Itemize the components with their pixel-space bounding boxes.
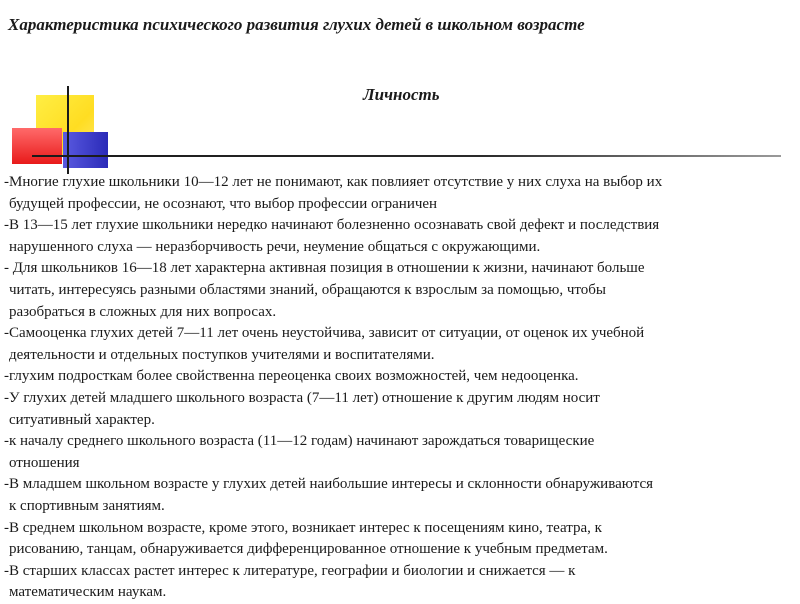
list-item-line: математическим наукам.	[9, 584, 167, 601]
list-item	[4, 215, 794, 258]
list-item	[4, 366, 794, 388]
slide-title: Характеристика психического развития глухих детей в школьном возрасте	[8, 15, 585, 34]
list-item-line: читать, интересуясь разными областями знаний, обращаются к взрослым за помощью, чтобы	[9, 281, 606, 298]
list-item	[4, 258, 794, 323]
decor-red-square	[12, 128, 62, 164]
list-item-line: рисованию, танцам, обнаруживается дифференцированное отношение к учебным предметам.	[9, 541, 608, 558]
list-item-line: -Многие глухие школьники 10—12 лет не понимают, как повлияет отсутствие у них слуха на выбор их	[4, 174, 663, 190]
decor-horizontal-rule	[32, 155, 781, 157]
list-item-line: будущей профессии, не осознают, что выбор профессии ограничен	[9, 195, 438, 212]
list-item-line: -к началу среднего школьного возраста (11—12 годам) начинают зарождаться товарищеские	[4, 433, 595, 450]
list-item	[4, 474, 794, 517]
decor-blue-square	[63, 132, 108, 168]
section-heading: Личность	[363, 85, 440, 104]
list-item-line: -глухим подросткам более свойственна переоценка своих возможностей, чем недооценка.	[4, 368, 579, 385]
list-item-line: нарушенного слуха — неразборчивость речи, неумение общаться с окружающими.	[9, 238, 541, 255]
content-list	[4, 172, 794, 604]
list-item	[4, 323, 794, 366]
list-item-line: деятельности и отдельных поступков учителями и воспитателями.	[9, 346, 435, 363]
list-item-line: к спортивным занятиям.	[9, 497, 165, 514]
list-item-line: -У глухих детей младшего школьного возраста (7—11 лет) отношение к другим людям носит	[4, 389, 600, 406]
list-item	[4, 561, 794, 604]
list-item-line: отношения	[9, 454, 80, 471]
list-item	[4, 388, 794, 431]
list-item-line: -Самооценка глухих детей 7—11 лет очень неустойчива, зависит от ситуации, от оценок их учебной	[4, 325, 645, 342]
decor-vertical-line	[67, 86, 69, 174]
list-item-line: разобраться в сложных для них вопросах.	[9, 303, 277, 320]
list-item-line: - Для школьников 16—18 лет характерна активная позиция в отношении к жизни, начинают больше	[4, 260, 645, 277]
list-item-line: -В среднем школьном возрасте, кроме этого, возникает интерес к посещениям кино, театра, к	[4, 519, 602, 536]
list-item	[4, 518, 794, 561]
list-item-line: -В младшем школьном возрасте у глухих детей наибольшие интересы и склонности обнаруживаются	[4, 476, 654, 493]
list-item	[4, 172, 794, 215]
list-item-line: -В 13—15 лет глухие школьники нередко начинают болезненно осознавать свой дефект и последствия	[4, 217, 660, 234]
list-item-line: ситуативный характер.	[9, 411, 155, 428]
list-item-line: -В старших классах растет интерес к литературе, географии и биологии и снижается — к	[4, 562, 576, 579]
list-item	[4, 431, 794, 474]
